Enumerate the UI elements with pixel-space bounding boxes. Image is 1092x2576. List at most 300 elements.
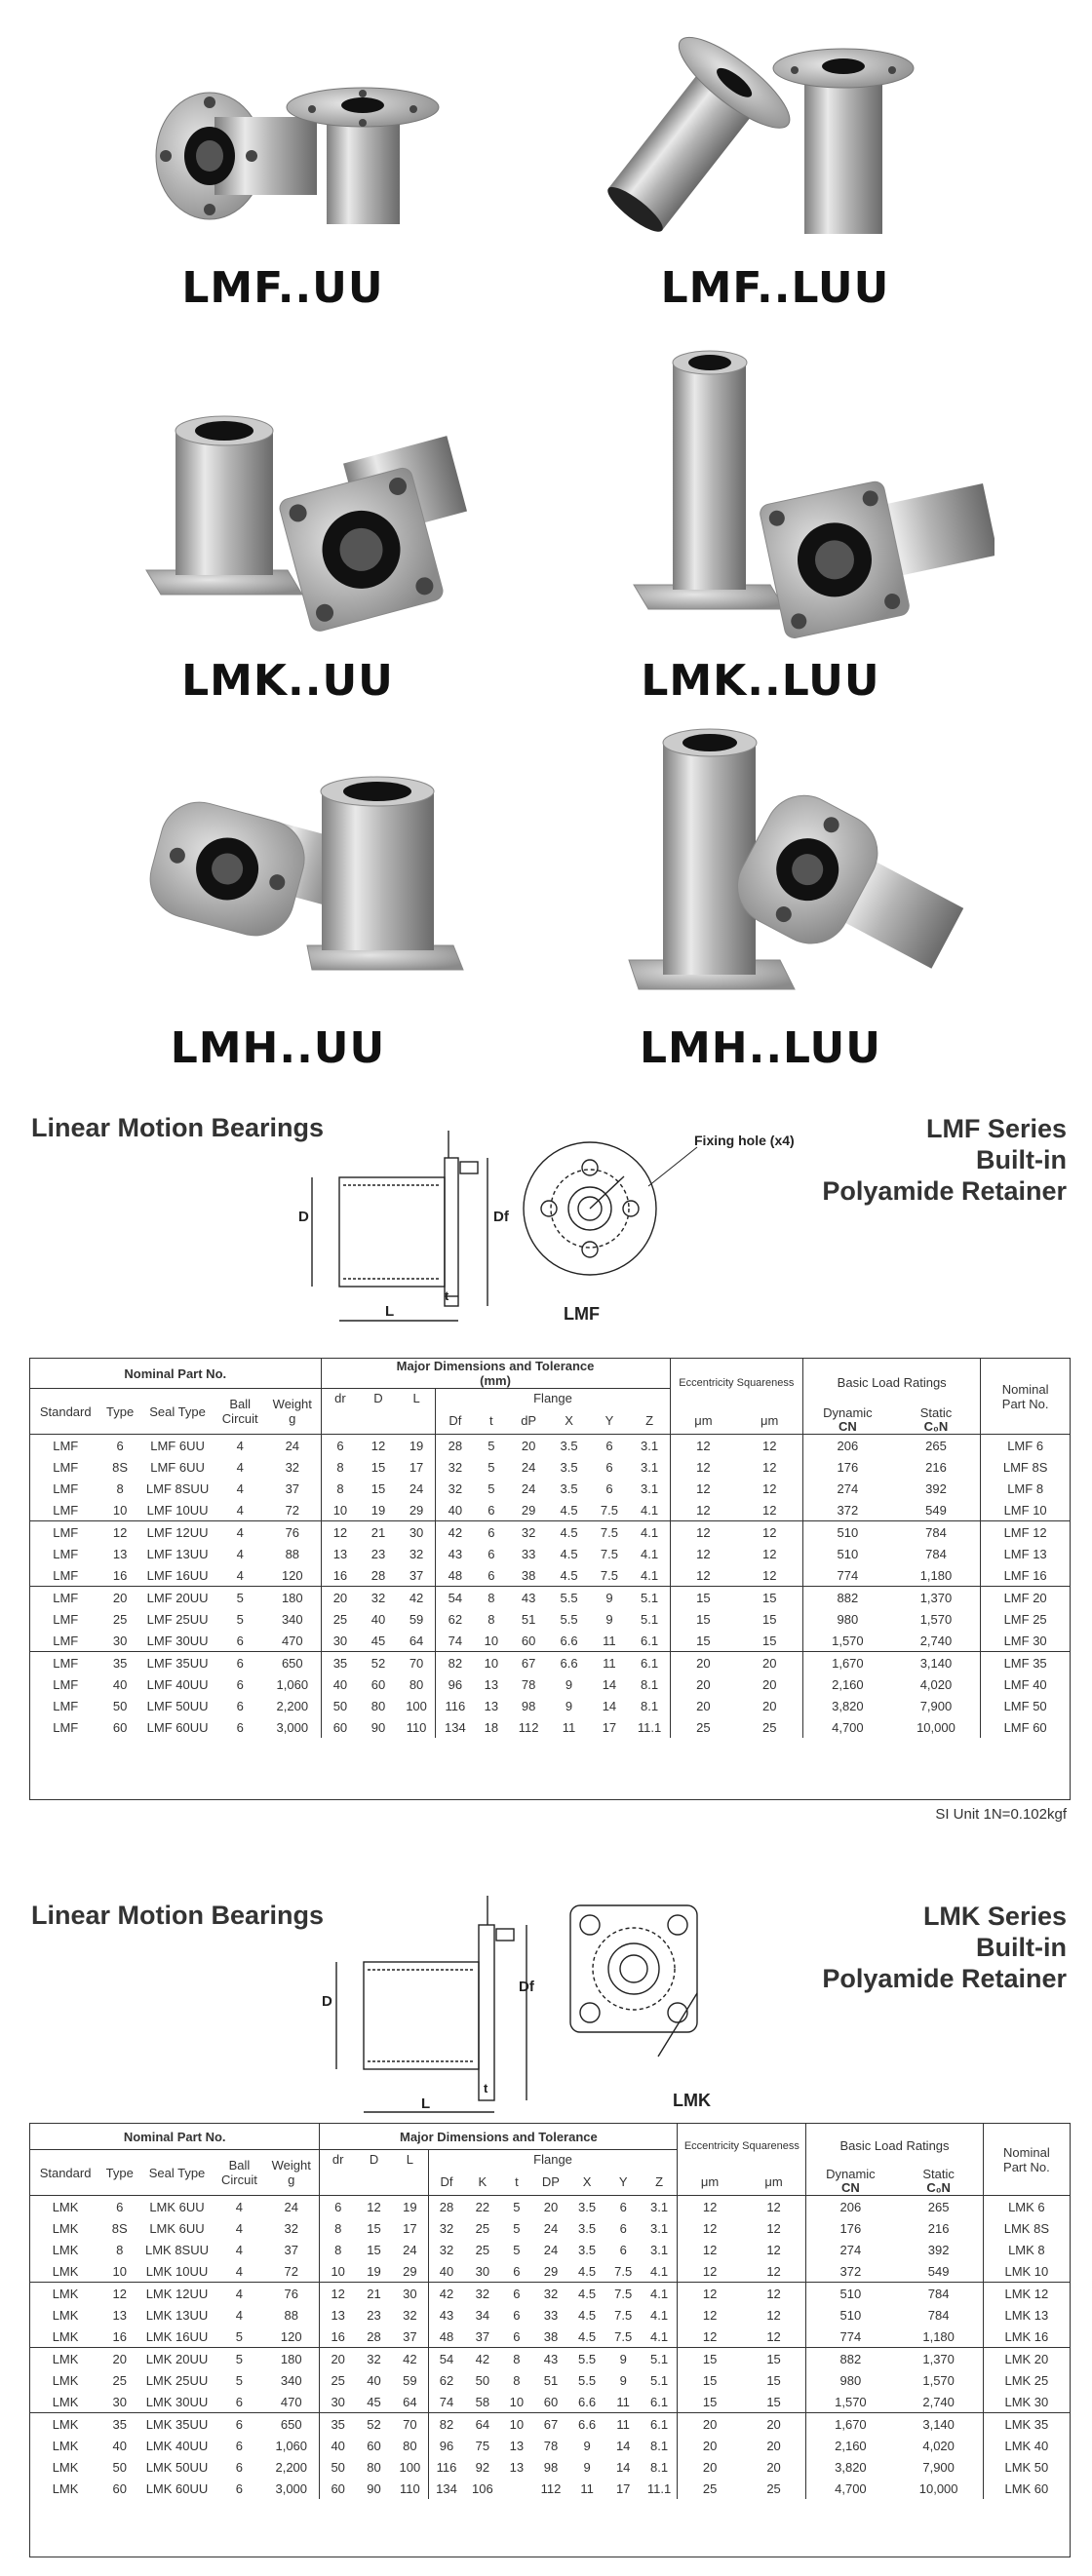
- table-cell: 5: [215, 1587, 264, 1609]
- table-row: [30, 2304, 1070, 2326]
- table-cell: 11: [605, 2413, 642, 2436]
- table-cell: 4,700: [803, 1716, 892, 1738]
- table-cell: 4.1: [650, 2307, 669, 2323]
- table-cell: 5.1: [641, 1611, 659, 1627]
- table-cell: LMK: [52, 2480, 79, 2496]
- lmf-header-static-unit: C₀N: [923, 1419, 949, 1434]
- table-cell: 2,160: [803, 1673, 892, 1695]
- table-cell: 15: [766, 2372, 781, 2388]
- lmf-series-title: [755, 1113, 1067, 1207]
- table-cell: 12: [670, 1499, 736, 1521]
- lmk-header-L: L: [392, 2150, 428, 2169]
- table-cell: 6: [215, 2413, 263, 2436]
- table-cell: 13: [112, 2307, 127, 2323]
- table-cell: 392: [927, 2242, 950, 2257]
- table-cell: 67: [532, 2413, 568, 2436]
- table-cell: 3.5: [578, 2220, 597, 2236]
- table-cell: 14: [602, 1698, 617, 1713]
- table-cell: 265: [892, 1435, 981, 1457]
- table-cell: LMK 20: [983, 2348, 1070, 2370]
- table-cell: 20: [678, 2413, 742, 2436]
- table-cell: 4.5: [549, 1521, 589, 1544]
- table-cell: 67: [508, 1652, 548, 1674]
- table-cell: 20: [532, 2196, 568, 2218]
- table-cell: LMF: [30, 1652, 100, 1674]
- table-cell: 4.5: [560, 1502, 578, 1518]
- table-cell: LMF 12: [981, 1521, 1070, 1544]
- table-row: [30, 1587, 1070, 1609]
- table-cell: 40: [436, 1499, 474, 1521]
- lmk-header-ecc-sq: [678, 2124, 806, 2168]
- table-cell: LMF 20UU: [139, 1587, 216, 1609]
- table-cell: 134: [436, 1716, 474, 1738]
- table-cell: 43: [508, 1587, 548, 1609]
- table-cell: 38: [521, 1567, 536, 1583]
- table-cell: 980: [806, 2369, 895, 2391]
- table-cell: 98: [521, 1698, 536, 1713]
- table-cell: 32: [409, 1546, 424, 1561]
- lmf-header-static-label: Static: [919, 1405, 953, 1420]
- table-cell: 180: [264, 1587, 321, 1609]
- table-cell: 23: [367, 2307, 381, 2323]
- table-cell: 20: [670, 1695, 736, 1716]
- table-cell: 29: [409, 1502, 424, 1518]
- lmk-header-nominal-part-no: Nominal Part No.: [123, 2129, 226, 2144]
- table-cell: 176: [806, 2217, 895, 2239]
- table-cell: 9: [619, 2372, 627, 2388]
- lmk-header-type: Type: [100, 2150, 138, 2196]
- table-row: [30, 2413, 1070, 2436]
- table-cell: LMF: [30, 1587, 100, 1609]
- lmf-front-diagram: [517, 1135, 663, 1282]
- table-cell: 12: [670, 1564, 736, 1587]
- lmk-spec-table: [30, 2124, 1070, 2499]
- table-cell: 6: [236, 1698, 244, 1713]
- table-cell: 64: [403, 2394, 417, 2409]
- table-cell: 12: [670, 1435, 736, 1457]
- table-cell: 40: [370, 1611, 386, 1627]
- lmk-header-weight-1: Weight: [271, 2158, 311, 2172]
- table-row: [30, 1564, 1070, 1587]
- table-cell: 82: [428, 2413, 464, 2436]
- table-cell: 51: [521, 1611, 536, 1627]
- lmf-header-major-dim: [321, 1359, 670, 1389]
- table-cell: 12: [678, 2283, 742, 2305]
- table-cell: 20: [761, 1698, 777, 1713]
- table-cell: 88: [285, 1546, 300, 1561]
- table-cell: 6.1: [642, 2413, 678, 2436]
- table-cell: 40: [112, 2438, 127, 2453]
- table-cell: 5.1: [650, 2372, 669, 2388]
- table-cell: 6: [513, 2307, 521, 2323]
- table-cell: 16: [112, 1567, 128, 1583]
- lmf-header-major-dim-2: (mm): [480, 1373, 511, 1388]
- lmf-header-dP: dP: [521, 1412, 537, 1428]
- table-cell: 8: [474, 1587, 508, 1609]
- table-cell: 274: [806, 2239, 895, 2260]
- product-photo-lmk-uu: [141, 409, 473, 634]
- table-cell: 4.5: [578, 2328, 597, 2344]
- table-cell: 9: [605, 1611, 613, 1627]
- table-cell: LMF 35: [981, 1652, 1070, 1674]
- table-cell: 52: [359, 1652, 397, 1674]
- table-cell: 60: [321, 1716, 359, 1738]
- table-cell: 25: [320, 2369, 356, 2391]
- table-cell: LMF 16UU: [146, 1567, 209, 1583]
- lmk-header-dr: dr: [320, 2150, 356, 2169]
- table-cell: 8.1: [641, 1698, 659, 1713]
- table-row: [30, 2196, 1070, 2218]
- lmk-section-title: Linear Motion Bearings: [31, 1901, 325, 1930]
- table-cell: 6: [100, 2196, 138, 2218]
- table-cell: 34: [475, 2307, 490, 2323]
- table-cell: 6: [605, 1459, 613, 1475]
- table-cell: 54: [428, 2348, 464, 2370]
- table-cell: 11: [562, 1719, 576, 1735]
- table-cell: LMF 16: [981, 1564, 1070, 1587]
- table-cell: 74: [436, 1630, 474, 1652]
- table-cell: 15: [761, 1611, 777, 1627]
- table-cell: 7.5: [600, 1546, 618, 1561]
- table-cell: 6: [320, 2196, 356, 2218]
- table-cell: 8: [321, 1456, 359, 1478]
- table-cell: 74: [428, 2391, 464, 2413]
- table-cell: 650: [263, 2413, 320, 2436]
- table-cell: 21: [356, 2283, 392, 2305]
- lmf-unit-note: SI Unit 1N=0.102kgf: [935, 1806, 1067, 1823]
- table-cell: 40: [321, 1673, 359, 1695]
- table-cell: 3.5: [549, 1435, 589, 1457]
- lmf-header-Df: Df: [436, 1406, 474, 1435]
- table-cell: 340: [280, 2372, 302, 2388]
- table-cell: 37: [285, 1480, 300, 1496]
- lmk-header-standard: Standard: [30, 2150, 100, 2196]
- lmf-section-title: Linear Motion Bearings: [31, 1113, 325, 1142]
- table-cell: 32: [403, 2307, 417, 2323]
- table-cell: 1,370: [892, 1587, 981, 1609]
- table-cell: 33: [543, 2307, 559, 2323]
- table-cell: LMK 6UU: [149, 2220, 205, 2236]
- table-cell: LMF 40: [981, 1673, 1070, 1695]
- table-cell: 13: [484, 1676, 499, 1692]
- table-cell: 40: [320, 2435, 356, 2456]
- table-cell: 32: [436, 1456, 474, 1478]
- lmf-header-weight-2: g: [289, 1411, 296, 1426]
- table-row: [30, 2326, 1070, 2348]
- product-label-lmh-uu: LMH..UU: [170, 1023, 386, 1073]
- table-cell: 43: [532, 2348, 568, 2370]
- lmk-header-weight-2: g: [288, 2172, 295, 2187]
- table-cell: 5.1: [642, 2348, 678, 2370]
- table-cell: 50: [112, 2459, 127, 2475]
- table-cell: 5: [474, 1435, 508, 1457]
- lmf-table-body: [30, 1435, 1070, 1739]
- table-cell: 30: [320, 2391, 356, 2413]
- table-cell: 72: [284, 2263, 298, 2279]
- table-cell: 12: [766, 2307, 781, 2323]
- table-cell: 6: [488, 1567, 495, 1583]
- table-cell: 10,000: [918, 2480, 958, 2496]
- product-label-lmk-luu: LMK..LUU: [641, 656, 880, 706]
- table-cell: 7.5: [614, 2263, 633, 2279]
- table-cell: 70: [398, 1652, 436, 1674]
- table-cell: LMF 20: [981, 1587, 1070, 1609]
- table-cell: 7.5: [605, 2283, 642, 2305]
- table-cell: 21: [359, 1521, 397, 1544]
- table-cell: 5: [215, 2348, 263, 2370]
- table-cell: LMK 13: [983, 2304, 1070, 2326]
- lmk-side-diagram: [317, 1886, 551, 2125]
- table-cell: 5: [488, 1480, 495, 1496]
- table-cell: 12: [761, 1459, 777, 1475]
- product-label-lmf-uu: LMF..UU: [181, 263, 384, 313]
- table-cell: 59: [403, 2372, 417, 2388]
- table-cell: 12: [766, 2220, 781, 2236]
- table-cell: 25: [761, 1719, 777, 1735]
- table-cell: 510: [803, 1521, 892, 1544]
- table-cell: 11: [580, 2480, 594, 2496]
- table-cell: LMK: [52, 2438, 79, 2453]
- table-cell: 32: [285, 1459, 300, 1475]
- table-cell: 6.6: [569, 2413, 605, 2436]
- table-cell: 20: [678, 2435, 742, 2456]
- lmf-header-weight-1: Weight: [272, 1397, 312, 1411]
- table-cell: 15: [742, 2348, 806, 2370]
- lmf-header-dynamic-label: Dynamic: [823, 1405, 873, 1420]
- table-cell: 20: [100, 1587, 138, 1609]
- lmf-header-static: [892, 1406, 981, 1435]
- table-cell: 1,570: [803, 1630, 892, 1652]
- table-cell: 42: [436, 1521, 474, 1544]
- table-cell: LMK: [52, 2307, 79, 2323]
- table-cell: 25: [321, 1608, 359, 1630]
- lmk-header-dynamic-unit: CN: [841, 2180, 860, 2195]
- table-cell: 6: [619, 2242, 627, 2257]
- table-cell: LMK: [30, 2283, 100, 2305]
- table-row: [30, 1435, 1070, 1457]
- table-cell: LMK: [30, 2413, 100, 2436]
- table-cell: LMK 10UU: [145, 2263, 209, 2279]
- table-cell: 4: [215, 2196, 263, 2218]
- table-cell: 25: [112, 1611, 128, 1627]
- table-cell: 90: [370, 1719, 386, 1735]
- table-cell: 60: [543, 2394, 559, 2409]
- table-cell: 24: [543, 2242, 559, 2257]
- table-cell: 51: [543, 2372, 559, 2388]
- table-cell: 1,570: [919, 1611, 953, 1627]
- table-row: [30, 2478, 1070, 2499]
- table-cell: 3.1: [641, 1459, 659, 1475]
- table-cell: LMF: [53, 1676, 79, 1692]
- table-cell: 1,060: [275, 2438, 308, 2453]
- table-cell: 12: [359, 1435, 397, 1457]
- table-cell: LMF 30: [981, 1630, 1070, 1652]
- table-cell: 10: [474, 1652, 508, 1674]
- table-cell: 72: [285, 1502, 300, 1518]
- table-cell: 6.1: [650, 2394, 669, 2409]
- table-cell: 4.1: [641, 1567, 659, 1583]
- lmk-header-Df: Df: [428, 2168, 464, 2196]
- lmf-header-squareness: Squareness: [736, 1376, 795, 1389]
- product-label-lmk-uu: LMK..UU: [181, 656, 394, 706]
- table-cell: 20: [766, 2459, 781, 2475]
- table-cell: 13: [112, 1546, 128, 1561]
- lmk-header-weight: [263, 2150, 320, 2196]
- table-cell: 120: [281, 1567, 303, 1583]
- table-cell: 80: [409, 1676, 424, 1692]
- table-row: [30, 1608, 1070, 1630]
- table-row: [30, 2435, 1070, 2456]
- table-cell: 12: [678, 2304, 742, 2326]
- table-cell: 216: [927, 2220, 950, 2236]
- table-cell: 9: [605, 2348, 642, 2370]
- table-cell: LMK: [52, 2394, 79, 2409]
- table-cell: 882: [806, 2348, 895, 2370]
- table-cell: 4: [236, 1567, 244, 1583]
- table-cell: 3.1: [650, 2220, 669, 2236]
- table-cell: 12: [761, 1502, 777, 1518]
- product-photo-lmf-uu: [146, 29, 458, 253]
- table-cell: 784: [892, 1521, 981, 1544]
- table-cell: 15: [761, 1633, 777, 1648]
- table-cell: LMK: [52, 2220, 79, 2236]
- table-cell: 4: [236, 1546, 244, 1561]
- table-cell: 4: [235, 2220, 244, 2236]
- table-cell: 30: [398, 1521, 436, 1544]
- table-cell: 120: [280, 2328, 302, 2344]
- table-cell: 50: [320, 2456, 356, 2478]
- table-cell: LMK: [30, 2348, 100, 2370]
- table-cell: 25: [475, 2220, 490, 2236]
- table-cell: 4.1: [641, 1502, 659, 1518]
- table-cell: 5.5: [549, 1587, 589, 1609]
- table-cell: LMF: [53, 1480, 79, 1496]
- table-cell: 30: [112, 2394, 127, 2409]
- table-cell: 20: [321, 1587, 359, 1609]
- table-cell: 8: [320, 2217, 356, 2239]
- table-cell: 5: [500, 2196, 532, 2218]
- table-cell: 3,140: [892, 1652, 981, 1674]
- lmf-header-basic-load: Basic Load Ratings: [803, 1359, 981, 1406]
- lmf-header-major-dim-1: Major Dimensions and Tolerance: [396, 1359, 595, 1373]
- table-cell: 15: [678, 2391, 742, 2413]
- table-cell: 7.5: [614, 2307, 633, 2323]
- table-cell: 6: [235, 2459, 244, 2475]
- table-cell: 19: [370, 1502, 386, 1518]
- table-cell: 40: [428, 2260, 464, 2283]
- table-cell: 40: [367, 2372, 381, 2388]
- lmf-header-t: t: [489, 1412, 493, 1428]
- table-cell: LMF 60UU: [146, 1719, 209, 1735]
- table-cell: 40: [112, 1676, 128, 1692]
- table-row: [30, 2369, 1070, 2391]
- table-cell: 29: [403, 2263, 417, 2279]
- table-cell: 80: [370, 1698, 386, 1713]
- table-cell: 10: [321, 1499, 359, 1521]
- table-cell: 8.1: [641, 1676, 659, 1692]
- table-cell: LMK 50: [983, 2456, 1070, 2478]
- table-cell: 4.1: [650, 2328, 669, 2344]
- table-cell: 13: [484, 1698, 499, 1713]
- table-cell: LMF 8SUU: [145, 1480, 210, 1496]
- lmf-header-Z: Z: [645, 1412, 654, 1428]
- table-cell: 52: [356, 2413, 392, 2436]
- table-cell: 4: [215, 1521, 264, 1544]
- table-cell: 12: [356, 2196, 392, 2218]
- table-cell: 13: [321, 1543, 359, 1564]
- table-cell: LMK: [52, 2459, 79, 2475]
- table-cell: 16: [321, 1564, 359, 1587]
- lmk-series-title: [755, 1901, 1067, 1994]
- table-cell: 23: [370, 1546, 386, 1561]
- table-cell: 4.5: [560, 1567, 578, 1583]
- table-cell: 60: [521, 1633, 536, 1648]
- table-cell: 80: [367, 2459, 381, 2475]
- table-cell: 4.5: [560, 1546, 578, 1561]
- table-cell: 48: [436, 1564, 474, 1587]
- table-cell: 6: [488, 1502, 495, 1518]
- table-cell: 8.1: [650, 2459, 669, 2475]
- table-cell: 6: [605, 1480, 613, 1496]
- lmf-header-dynamic: [803, 1406, 892, 1435]
- lmf-series-line1: LMF Series: [925, 1114, 1067, 1143]
- table-cell: 6: [488, 1546, 495, 1561]
- table-cell: 3.5: [569, 2196, 605, 2218]
- table-cell: 12: [766, 2263, 781, 2279]
- table-cell: LMK 8: [983, 2239, 1070, 2260]
- table-cell: 3.5: [578, 2242, 597, 2257]
- table-cell: 29: [521, 1502, 536, 1518]
- table-cell: 35: [100, 1652, 138, 1674]
- table-cell: 25: [766, 2480, 781, 2496]
- table-cell: 20: [761, 1676, 777, 1692]
- product-photo-lmf-luu: [604, 29, 926, 253]
- table-cell: 3.1: [642, 2196, 678, 2218]
- table-cell: LMK: [52, 2372, 79, 2388]
- table-cell: 4.1: [630, 1521, 670, 1544]
- table-cell: LMK 6: [983, 2196, 1070, 2218]
- table-cell: 12: [678, 2196, 742, 2218]
- table-cell: 3,140: [895, 2413, 984, 2436]
- table-cell: 37: [403, 2328, 417, 2344]
- table-cell: 15: [736, 1587, 802, 1609]
- lmf-header-nominal-r1: Nominal: [1001, 1381, 1049, 1397]
- table-cell: 92: [475, 2459, 490, 2475]
- table-cell: 549: [925, 1502, 947, 1518]
- table-cell: 20: [742, 2413, 806, 2436]
- table-cell: 8: [488, 1611, 495, 1627]
- table-cell: 96: [436, 1673, 474, 1695]
- table-cell: 18: [484, 1719, 499, 1735]
- table-cell: 37: [409, 1567, 424, 1583]
- lmf-header-um2: μm: [760, 1412, 779, 1428]
- lmf-header-eccentricity: Eccentricity: [679, 1376, 734, 1389]
- table-cell: 10: [500, 2413, 532, 2436]
- table-cell: 15: [678, 2369, 742, 2391]
- table-row: [30, 1716, 1070, 1738]
- table-cell: 62: [436, 1608, 474, 1630]
- table-cell: 5.5: [578, 2372, 597, 2388]
- table-cell: 1,370: [895, 2348, 984, 2370]
- table-cell: 32: [532, 2283, 568, 2305]
- table-cell: 30: [475, 2263, 490, 2279]
- table-row: [30, 1630, 1070, 1652]
- lmf-header-circuit: Circuit: [221, 1411, 258, 1426]
- lmk-header-dynamic-label: Dynamic: [826, 2167, 876, 2181]
- table-cell: 6: [619, 2220, 627, 2236]
- table-cell: 62: [428, 2369, 464, 2391]
- table-cell: 17: [602, 1719, 617, 1735]
